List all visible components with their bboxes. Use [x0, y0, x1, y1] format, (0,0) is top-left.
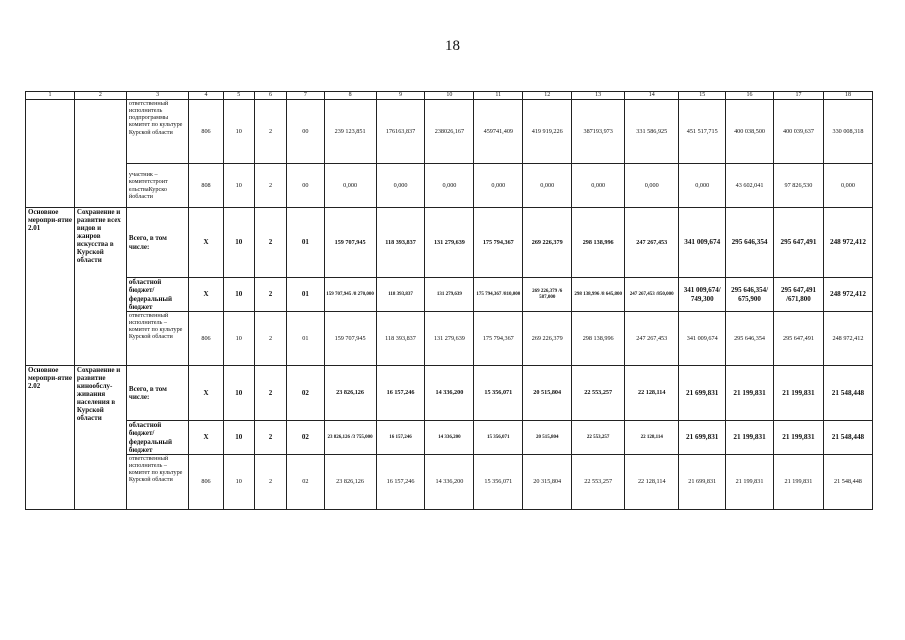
- empty-cell: [74, 100, 126, 208]
- value-cell: 269 226,379: [523, 208, 572, 278]
- header-row: [26, 92, 873, 100]
- participant-cell: ответственный исполнитель – комитет по культуре Курской области: [126, 455, 188, 510]
- value-cell: 131 279,639: [425, 208, 474, 278]
- code-cell: 2: [254, 208, 286, 278]
- value-cell: 21 548,448: [823, 421, 872, 455]
- value-cell: 22 128,114: [625, 421, 679, 455]
- value-cell: 459741,409: [474, 100, 523, 164]
- participant-cell: Всего, в том числе:: [126, 366, 188, 421]
- header-cell: 11: [474, 92, 523, 100]
- code-cell: 2: [254, 312, 286, 366]
- header-cell: 5: [223, 92, 254, 100]
- value-cell: 175 794,367: [474, 208, 523, 278]
- header-cell: 6: [254, 92, 286, 100]
- participant-cell: участник – комитетстроит ельстваКурско йобласти: [126, 164, 188, 208]
- value-cell: 14 336,200: [425, 421, 474, 455]
- code-cell: 806: [189, 455, 223, 510]
- value-cell: 419 919,226: [523, 100, 572, 164]
- code-cell: X: [189, 278, 223, 312]
- code-cell: 10: [223, 100, 254, 164]
- code-cell: 2: [254, 455, 286, 510]
- value-cell: 16 157,246: [376, 421, 425, 455]
- value-cell: 21 699,831: [679, 366, 726, 421]
- value-cell: 330 008,318: [823, 100, 872, 164]
- code-cell: 10: [223, 312, 254, 366]
- value-cell: 21 199,831: [773, 366, 823, 421]
- code-cell: 01: [287, 312, 324, 366]
- code-cell: 2: [254, 100, 286, 164]
- value-cell: 238026,167: [425, 100, 474, 164]
- value-cell: 175 794,367: [474, 312, 523, 366]
- value-cell: 298 138,996: [572, 208, 625, 278]
- code-cell: 2: [254, 164, 286, 208]
- code-cell: 806: [189, 312, 223, 366]
- value-cell: 14 336,200: [425, 455, 474, 510]
- header-cell: 2: [74, 92, 126, 100]
- value-cell: 21 548,448: [823, 455, 872, 510]
- code-cell: 10: [223, 208, 254, 278]
- value-cell: 341 009,674: [679, 208, 726, 278]
- value-cell: 451 517,715: [679, 100, 726, 164]
- value-cell: 295 646,354/ 675,900: [726, 278, 774, 312]
- code-cell: 2: [254, 421, 286, 455]
- value-cell: 0,000: [523, 164, 572, 208]
- value-cell: 239 123,851: [324, 100, 376, 164]
- table-row: [26, 278, 873, 312]
- value-cell: 247 267,453: [625, 208, 679, 278]
- value-cell: 20 515,804: [523, 366, 572, 421]
- value-cell: 295 647,491: [773, 312, 823, 366]
- code-cell: 10: [223, 455, 254, 510]
- value-cell: 400 039,637: [773, 100, 823, 164]
- value-cell: 0,000: [625, 164, 679, 208]
- header-cell: 4: [189, 92, 223, 100]
- participant-cell: ответственный исполнитель – комитет по культуре Курской области: [126, 312, 188, 366]
- code-cell: 02: [287, 421, 324, 455]
- budget-table: [25, 91, 873, 510]
- value-cell: 21 199,831: [726, 455, 774, 510]
- value-cell: 0,000: [324, 164, 376, 208]
- code-cell: 10: [223, 421, 254, 455]
- measure-description-cell: Сохранение и развитие всех видов и жанров искусства в Курской области: [74, 208, 126, 366]
- value-cell: 22 553,257: [572, 421, 625, 455]
- value-cell: 16 157,246: [376, 455, 425, 510]
- code-cell: X: [189, 208, 223, 278]
- table-row: [26, 100, 873, 164]
- header-cell: 3: [126, 92, 188, 100]
- value-cell: 400 038,500: [726, 100, 774, 164]
- value-cell: 118 393,837: [376, 312, 425, 366]
- value-cell: 159 707,945: [324, 312, 376, 366]
- value-cell: 341 009,674/ 749,300: [679, 278, 726, 312]
- value-cell: 22 553,257: [572, 366, 625, 421]
- table-row: [26, 421, 873, 455]
- value-cell: 0,000: [425, 164, 474, 208]
- code-cell: 00: [287, 164, 324, 208]
- value-cell: 22 128,114: [625, 455, 679, 510]
- value-cell: 23 826,126 /3 755,000: [324, 421, 376, 455]
- value-cell: 331 586,925: [625, 100, 679, 164]
- value-cell: 118 393,837: [376, 278, 425, 312]
- value-cell: 21 548,448: [823, 366, 872, 421]
- value-cell: 21 199,831: [726, 366, 774, 421]
- value-cell: 341 009,674: [679, 312, 726, 366]
- header-cell: 12: [523, 92, 572, 100]
- value-cell: 23 826,126: [324, 366, 376, 421]
- header-cell: 16: [726, 92, 774, 100]
- code-cell: 02: [287, 366, 324, 421]
- value-cell: 131 279,639: [425, 312, 474, 366]
- header-cell: 13: [572, 92, 625, 100]
- value-cell: 15 356,071: [474, 366, 523, 421]
- header-cell: 15: [679, 92, 726, 100]
- value-cell: 269 226,379: [523, 312, 572, 366]
- participant-cell: областной бюджет/ федеральный бюджет: [126, 421, 188, 455]
- code-cell: 01: [287, 278, 324, 312]
- value-cell: 295 647,491 /671,800: [773, 278, 823, 312]
- value-cell: 21 699,831: [679, 421, 726, 455]
- value-cell: 15 356,071: [474, 455, 523, 510]
- code-cell: X: [189, 421, 223, 455]
- code-cell: 01: [287, 208, 324, 278]
- value-cell: 21 199,831: [726, 421, 774, 455]
- value-cell: 21 699,831: [679, 455, 726, 510]
- value-cell: 0,000: [376, 164, 425, 208]
- value-cell: 248 972,412: [823, 312, 872, 366]
- participant-cell: ответственный исполнитель подпрограммы комитет по культуре Курской области: [126, 100, 188, 164]
- measure-description-cell: Сохранение и развитие кинообслу-живания населения в Курской области: [74, 366, 126, 510]
- value-cell: 15 356,071: [474, 421, 523, 455]
- value-cell: 22 128,114: [625, 366, 679, 421]
- value-cell: 20 515,804: [523, 421, 572, 455]
- value-cell: 21 199,831: [773, 455, 823, 510]
- header-cell: 1: [26, 92, 75, 100]
- empty-cell: [26, 100, 75, 208]
- value-cell: 22 553,257: [572, 455, 625, 510]
- value-cell: 16 157,246: [376, 366, 425, 421]
- value-cell: 0,000: [572, 164, 625, 208]
- value-cell: 0,000: [823, 164, 872, 208]
- value-cell: 247 267,453 /850,000: [625, 278, 679, 312]
- measure-name-cell: Основное меропри-ятие 2.01: [26, 208, 75, 366]
- header-cell: 8: [324, 92, 376, 100]
- value-cell: 387193,973: [572, 100, 625, 164]
- header-cell: 7: [287, 92, 324, 100]
- value-cell: 0,000: [474, 164, 523, 208]
- value-cell: 20 315,804: [523, 455, 572, 510]
- value-cell: 295 646,354: [726, 208, 774, 278]
- table-row: [26, 164, 873, 208]
- code-cell: 10: [223, 164, 254, 208]
- code-cell: 2: [254, 278, 286, 312]
- value-cell: 248 972,412: [823, 208, 872, 278]
- participant-cell: областной бюджет/ федеральный бюджет: [126, 278, 188, 312]
- value-cell: 248 972,412: [823, 278, 872, 312]
- value-cell: 23 826,126: [324, 455, 376, 510]
- header-cell: 10: [425, 92, 474, 100]
- value-cell: 247 267,453: [625, 312, 679, 366]
- value-cell: 118 393,837: [376, 208, 425, 278]
- value-cell: 14 336,200: [425, 366, 474, 421]
- value-cell: 131 279,639: [425, 278, 474, 312]
- value-cell: 0,000: [679, 164, 726, 208]
- value-cell: 175 794,367 /810,000: [474, 278, 523, 312]
- value-cell: 298 138,996 /8 645,800: [572, 278, 625, 312]
- header-cell: 17: [773, 92, 823, 100]
- page-number: 18: [445, 38, 460, 54]
- value-cell: 298 138,996: [572, 312, 625, 366]
- value-cell: 21 199,831: [773, 421, 823, 455]
- value-cell: 269 226,379 /6 587,000: [523, 278, 572, 312]
- value-cell: 176163,837: [376, 100, 425, 164]
- code-cell: 02: [287, 455, 324, 510]
- value-cell: 159 707,945: [324, 208, 376, 278]
- header-cell: 9: [376, 92, 425, 100]
- code-cell: 806: [189, 100, 223, 164]
- table-row: [26, 455, 873, 510]
- code-cell: 808: [189, 164, 223, 208]
- table-row: [26, 208, 873, 278]
- code-cell: 10: [223, 366, 254, 421]
- value-cell: 295 646,354: [726, 312, 774, 366]
- value-cell: 43 602,041: [726, 164, 774, 208]
- value-cell: 159 707,945 /8 270,000: [324, 278, 376, 312]
- header-cell: 18: [823, 92, 872, 100]
- code-cell: 00: [287, 100, 324, 164]
- value-cell: 97 826,530: [773, 164, 823, 208]
- participant-cell: Всего, в том числе:: [126, 208, 188, 278]
- measure-name-cell: Основное меропри-ятие 2.02: [26, 366, 75, 510]
- table-row: [26, 366, 873, 421]
- value-cell: 295 647,491: [773, 208, 823, 278]
- table-row: [26, 312, 873, 366]
- code-cell: X: [189, 366, 223, 421]
- header-cell: 14: [625, 92, 679, 100]
- code-cell: 2: [254, 366, 286, 421]
- code-cell: 10: [223, 278, 254, 312]
